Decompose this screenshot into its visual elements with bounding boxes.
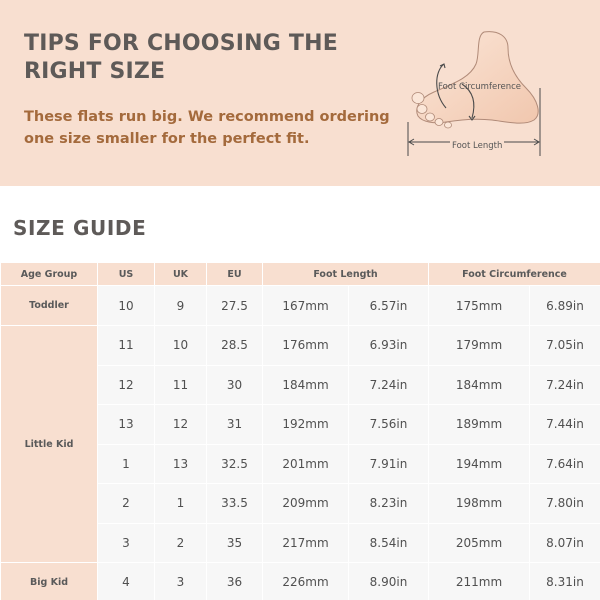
cell-eu: 35 <box>207 523 263 563</box>
toe-3 <box>426 113 435 121</box>
cell-us: 4 <box>98 563 155 600</box>
cell-length-mm: 184mm <box>263 365 349 405</box>
cell-uk: 12 <box>155 405 207 445</box>
cell-us: 10 <box>98 286 155 326</box>
cell-eu: 33.5 <box>207 484 263 524</box>
group-big-kid: Big Kid <box>1 563 98 600</box>
cell-circumference-mm: 194mm <box>429 444 530 484</box>
foot-circumference-label: Foot Circumference <box>438 82 522 92</box>
cell-circumference-in: 7.80in <box>530 484 600 524</box>
size-guide-title: SIZE GUIDE <box>13 216 147 240</box>
foot-measurement-figure <box>404 28 544 160</box>
cell-eu: 31 <box>207 405 263 445</box>
cell-us: 12 <box>98 365 155 405</box>
cell-us: 13 <box>98 405 155 445</box>
cell-circumference-in: 8.31in <box>530 563 600 600</box>
cell-length-in: 7.56in <box>349 405 429 445</box>
cell-length-in: 7.24in <box>349 365 429 405</box>
size-guide-table <box>0 262 600 600</box>
cell-circumference-mm: 179mm <box>429 326 530 366</box>
table-header-row <box>1 263 600 286</box>
header-foot-circumference: Foot Circumference <box>429 263 600 286</box>
tips-banner <box>0 0 600 186</box>
header-foot-length: Foot Length <box>263 263 429 286</box>
cell-uk: 13 <box>155 444 207 484</box>
cell-uk: 2 <box>155 523 207 563</box>
cell-us: 2 <box>98 484 155 524</box>
cell-length-in: 8.54in <box>349 523 429 563</box>
cell-circumference-in: 8.07in <box>530 523 600 563</box>
cell-circumference-in: 7.44in <box>530 405 600 445</box>
cell-uk: 11 <box>155 365 207 405</box>
cell-circumference-in: 7.24in <box>530 365 600 405</box>
header-age-group: Age Group <box>1 263 98 286</box>
toe-5 <box>445 122 452 128</box>
toe-1 <box>412 93 424 104</box>
foot-length-label: Foot Length <box>452 141 503 151</box>
cell-length-mm: 226mm <box>263 563 349 600</box>
cell-uk: 9 <box>155 286 207 326</box>
cell-circumference-in: 7.64in <box>530 444 600 484</box>
toe-2 <box>417 105 427 114</box>
cell-eu: 32.5 <box>207 444 263 484</box>
cell-length-mm: 192mm <box>263 405 349 445</box>
cell-length-mm: 217mm <box>263 523 349 563</box>
header-uk: UK <box>155 263 207 286</box>
cell-circumference-mm: 211mm <box>429 563 530 600</box>
cell-us: 11 <box>98 326 155 366</box>
cell-uk: 10 <box>155 326 207 366</box>
group-toddler: Toddler <box>1 286 98 326</box>
tips-title: TIPS FOR CHOOSING THE RIGHT SIZE <box>24 31 338 84</box>
cell-eu: 30 <box>207 365 263 405</box>
group-little-kid: Little Kid <box>1 326 98 563</box>
cell-length-in: 8.23in <box>349 484 429 524</box>
cell-us: 3 <box>98 523 155 563</box>
cell-length-in: 7.91in <box>349 444 429 484</box>
table-row <box>1 286 600 326</box>
cell-length-mm: 176mm <box>263 326 349 366</box>
cell-circumference-in: 6.89in <box>530 286 600 326</box>
cell-us: 1 <box>98 444 155 484</box>
cell-length-mm: 209mm <box>263 484 349 524</box>
cell-length-in: 6.57in <box>349 286 429 326</box>
cell-length-mm: 201mm <box>263 444 349 484</box>
foot-shape <box>417 32 538 124</box>
cell-eu: 36 <box>207 563 263 600</box>
cell-circumference-mm: 175mm <box>429 286 530 326</box>
cell-length-in: 6.93in <box>349 326 429 366</box>
cell-length-in: 8.90in <box>349 563 429 600</box>
cell-circumference-mm: 184mm <box>429 365 530 405</box>
table-row <box>1 326 600 366</box>
cell-circumference-mm: 198mm <box>429 484 530 524</box>
cell-eu: 27.5 <box>207 286 263 326</box>
cell-circumference-mm: 189mm <box>429 405 530 445</box>
cell-eu: 28.5 <box>207 326 263 366</box>
cell-circumference-mm: 205mm <box>429 523 530 563</box>
cell-uk: 3 <box>155 563 207 600</box>
header-us: US <box>98 263 155 286</box>
toe-4 <box>435 119 443 126</box>
header-eu: EU <box>207 263 263 286</box>
cell-uk: 1 <box>155 484 207 524</box>
cell-circumference-in: 7.05in <box>530 326 600 366</box>
cell-length-mm: 167mm <box>263 286 349 326</box>
tips-note: These flats run big. We recommend ordering one size smaller for the perfect fit. <box>24 109 390 147</box>
table-row <box>1 563 600 600</box>
